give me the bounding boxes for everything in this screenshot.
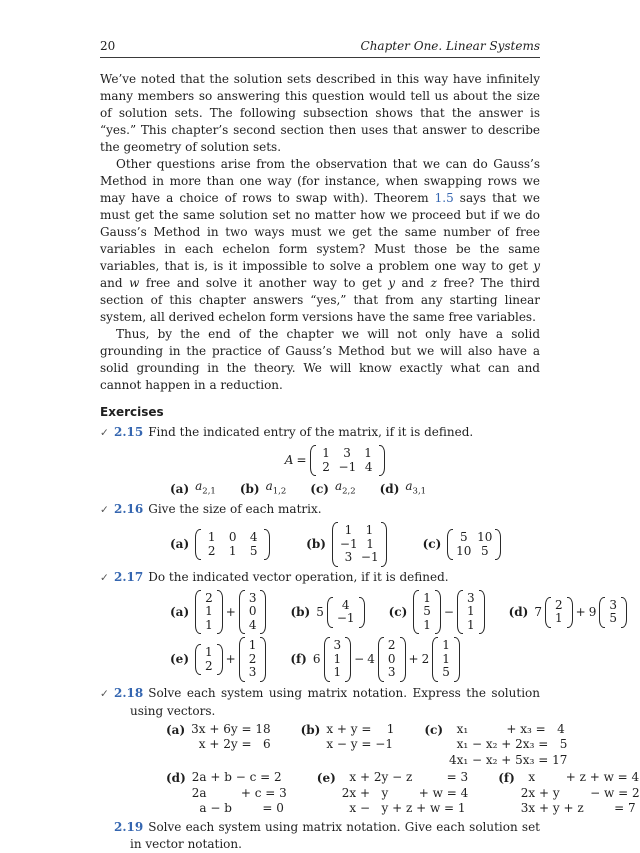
systems-row-1 bbox=[166, 721, 568, 769]
part-label: (c) bbox=[424, 722, 444, 737]
vector-entry: 3 bbox=[466, 590, 475, 605]
equation-system bbox=[521, 770, 640, 817]
matrix-row bbox=[316, 461, 380, 475]
text-segment: w bbox=[129, 276, 140, 290]
vector bbox=[599, 597, 627, 628]
vector-expression bbox=[313, 637, 460, 682]
part-c bbox=[389, 590, 485, 635]
vector bbox=[378, 637, 406, 682]
vector-expression bbox=[195, 637, 266, 682]
part-label: (a) bbox=[170, 604, 190, 619]
matrix-row bbox=[338, 551, 381, 565]
right-paren-icon bbox=[400, 637, 406, 682]
matrix-cell: 1 bbox=[364, 446, 372, 460]
vector-entry: 2 bbox=[205, 658, 213, 673]
matrix-cell: 0 bbox=[228, 530, 237, 545]
vector-entry: 1 bbox=[205, 617, 213, 632]
vector-entry: −1 bbox=[336, 611, 355, 626]
vector-body bbox=[330, 637, 346, 682]
part-c bbox=[424, 722, 567, 769]
exercise-statement: Find the indicated entry of the matrix, if it is defined. bbox=[148, 425, 474, 439]
vector-entry: 5 bbox=[609, 611, 617, 626]
matrix-cell: 1 bbox=[207, 530, 216, 545]
entry-var: a bbox=[334, 479, 343, 493]
right-paren-icon bbox=[435, 590, 441, 635]
operator: + bbox=[408, 652, 419, 667]
part-b bbox=[301, 722, 395, 753]
matrix-row bbox=[338, 538, 381, 552]
equation-line: 3x + y + z = 7 bbox=[520, 801, 636, 816]
part-label: (e) bbox=[316, 771, 336, 786]
vector-body bbox=[245, 590, 261, 635]
page-number: 20 bbox=[100, 39, 116, 53]
vector-entry: 2 bbox=[554, 597, 563, 612]
part-a bbox=[170, 478, 216, 500]
matrix bbox=[447, 529, 501, 560]
vector bbox=[432, 637, 460, 682]
part-label: (c) bbox=[310, 481, 329, 496]
vector bbox=[239, 637, 267, 682]
entry-subscript: 2,2 bbox=[342, 486, 356, 497]
right-paren-icon bbox=[381, 522, 387, 567]
entry-subscript: 3,1 bbox=[412, 486, 427, 497]
vector-entry: 1 bbox=[333, 665, 342, 680]
equation-line: 2x + y − w = 2 bbox=[520, 785, 640, 800]
exercise-2-19 bbox=[100, 819, 540, 853]
part-label: (b) bbox=[300, 722, 321, 737]
equation-line: x − y = −1 bbox=[326, 737, 393, 752]
scalar-coefficient: 7 bbox=[534, 604, 542, 619]
matrix-cell: 1 bbox=[322, 446, 330, 460]
matrix-list bbox=[170, 522, 540, 567]
vector-entry: 1 bbox=[442, 651, 450, 666]
matrix-entry bbox=[195, 478, 216, 500]
right-paren-icon bbox=[379, 445, 385, 476]
vector-body bbox=[419, 590, 435, 635]
display-matrix-A bbox=[130, 445, 540, 476]
part-label: (b) bbox=[290, 604, 311, 619]
equation-system bbox=[326, 722, 394, 753]
exercise-number-link[interactable]: 2.18 bbox=[114, 685, 144, 700]
right-paren-icon bbox=[217, 590, 223, 635]
scalar-coefficient: 4 bbox=[367, 652, 375, 667]
theorem-ref-link[interactable]: 1.5 bbox=[434, 191, 454, 205]
right-paren-icon bbox=[359, 597, 365, 628]
part-label: (a) bbox=[166, 722, 186, 737]
exercises-heading: Exercises bbox=[100, 405, 164, 419]
text-segment: free? The third section of this chapter answers “yes,” that from any starting linear system, all derived echelon form versions have the same free variables. bbox=[100, 276, 540, 324]
vector-entry: 3 bbox=[609, 597, 617, 612]
vector-body bbox=[201, 644, 217, 675]
vector-ops-row-1 bbox=[170, 590, 617, 635]
equation-line: x + 2y − z = 3 bbox=[341, 770, 469, 785]
vector-entry: 2 bbox=[387, 638, 396, 653]
matrix-row bbox=[338, 524, 381, 538]
entry-subscript: 1,2 bbox=[272, 486, 287, 497]
part-label: (e) bbox=[170, 652, 189, 667]
part-d bbox=[380, 478, 426, 500]
part-f bbox=[498, 770, 639, 817]
equation-system bbox=[192, 770, 287, 817]
vector-expression bbox=[534, 597, 627, 628]
matrix-cell: −1 bbox=[338, 459, 357, 474]
matrix-cell: −1 bbox=[339, 536, 358, 551]
vector-body bbox=[605, 597, 621, 628]
vector-entry: 2 bbox=[248, 651, 257, 666]
exercise-number-link[interactable]: 2.17 bbox=[114, 569, 144, 584]
matrix-equation bbox=[285, 445, 385, 476]
vector-entry: 2 bbox=[205, 590, 213, 605]
matrix-cell: 2 bbox=[322, 459, 330, 474]
part-label: (a) bbox=[170, 481, 190, 496]
chapter-title: Chapter One. Linear Systems bbox=[360, 39, 540, 53]
matrix-cell: 3 bbox=[344, 550, 353, 565]
vector-body bbox=[551, 597, 567, 628]
right-paren-icon bbox=[217, 644, 223, 675]
scalar-coefficient: 2 bbox=[421, 652, 430, 667]
matrix-row bbox=[453, 531, 495, 545]
matrix bbox=[310, 445, 386, 476]
scalar-coefficient: 5 bbox=[316, 604, 324, 619]
part-a bbox=[170, 590, 266, 635]
vector-entry: 3 bbox=[248, 590, 257, 605]
entry-var: a bbox=[195, 479, 203, 493]
part-d bbox=[166, 770, 287, 817]
part-label: (d) bbox=[508, 604, 529, 619]
right-paren-icon bbox=[495, 529, 501, 560]
equation-line: 4x₁ − x₂ + 5x₃ = 17 bbox=[449, 752, 568, 767]
vector-entry: 1 bbox=[423, 617, 431, 632]
part-b bbox=[306, 522, 386, 567]
checkmark-icon: ✓ bbox=[100, 571, 109, 584]
part-b bbox=[240, 478, 286, 500]
systems-row-2 bbox=[166, 770, 640, 817]
text-segment: y bbox=[533, 259, 540, 273]
part-e bbox=[170, 637, 266, 682]
vector-entry: 1 bbox=[466, 604, 475, 619]
matrix-cell: −1 bbox=[360, 550, 379, 565]
part-a bbox=[170, 529, 270, 560]
right-paren-icon bbox=[260, 637, 266, 682]
vector-entry: 0 bbox=[387, 651, 396, 666]
equation-line: x + 2y = 6 bbox=[191, 737, 271, 752]
text-segment: Other questions arise from the observation that we can do Gauss’s Method in more than one way (for instance, when swapping rows we may have a choice of rows to swap with). Theorem bbox=[100, 157, 540, 205]
text-segment: free and solve it another way to get bbox=[139, 276, 389, 290]
operator: + bbox=[225, 604, 236, 619]
right-paren-icon bbox=[264, 529, 270, 560]
vector-entry: 1 bbox=[423, 590, 431, 605]
exercise-statement: Solve each system using matrix notation. Give each solution set in vector notation. bbox=[130, 819, 540, 851]
vector-entry: 1 bbox=[333, 651, 342, 666]
vector-body bbox=[333, 597, 359, 628]
matrix-cell: 5 bbox=[249, 543, 258, 558]
equation-system bbox=[191, 722, 270, 753]
matrix-body bbox=[453, 529, 495, 560]
operator: + bbox=[225, 652, 236, 667]
vector-entry: 1 bbox=[205, 604, 213, 619]
exercise-2-16 bbox=[100, 501, 540, 567]
part-label: (d) bbox=[166, 771, 186, 786]
matrix-body bbox=[338, 522, 381, 567]
part-label: (b) bbox=[239, 481, 260, 496]
part-label: (b) bbox=[306, 537, 326, 552]
vector-entry: 3 bbox=[387, 665, 396, 680]
vector-body bbox=[201, 590, 217, 635]
operator: + bbox=[575, 604, 586, 619]
exercise-2-17 bbox=[100, 569, 617, 682]
paragraph-2 bbox=[100, 156, 540, 326]
vector-body bbox=[438, 637, 454, 682]
vector-entry: 5 bbox=[442, 665, 450, 680]
right-paren-icon bbox=[567, 597, 573, 628]
part-label: (c) bbox=[422, 537, 442, 552]
vector bbox=[545, 597, 573, 628]
right-paren-icon bbox=[479, 590, 485, 635]
equation-line: x + y = 1 bbox=[326, 721, 395, 736]
equation-line: 3x + 6y = 18 bbox=[191, 721, 271, 736]
part-label: (f) bbox=[498, 771, 515, 786]
text-segment: and bbox=[100, 276, 130, 290]
text-segment: says that we must get the same solution set no matter how we proceed but if we do Gauss’s Method in two ways must we get the same number of free variables in each echelon form system? Must those be the same variables, that is, is it impossible to solve a problem one way to get bbox=[100, 191, 541, 273]
right-paren-icon bbox=[345, 637, 351, 682]
paragraph-1: We’ve noted that the solution sets described in this way have infinitely many members so answering this question would tell us about the size of solution sets. The following subsection shows that the answer is “yes.” This chapter’s second section then uses that answer to describe the geometry of solution sets. bbox=[100, 72, 540, 154]
matrix-cell: 2 bbox=[207, 543, 216, 558]
vector bbox=[239, 590, 267, 635]
matrix-cell: 10 bbox=[477, 530, 493, 545]
vector-ops-row-2 bbox=[170, 637, 540, 682]
entry-var: a bbox=[405, 479, 413, 493]
matrix-row bbox=[201, 545, 264, 559]
equation-line: 2a + b − c = 2 bbox=[191, 770, 282, 785]
matrix-cell: 1 bbox=[344, 523, 353, 538]
text-segment: and bbox=[394, 276, 431, 290]
page-content bbox=[100, 71, 640, 853]
right-paren-icon bbox=[621, 597, 627, 628]
equation-system bbox=[449, 722, 567, 769]
exercise-2-18 bbox=[100, 685, 640, 817]
equation-line: x₁ − x₂ + 2x₃ = 5 bbox=[449, 737, 568, 752]
vector-entry: 1 bbox=[554, 611, 563, 626]
entry-subscript: 2,1 bbox=[202, 486, 216, 497]
exercise-statement: Give the size of each matrix. bbox=[148, 502, 322, 517]
vector-entry: 1 bbox=[248, 638, 257, 653]
exercise-number-link[interactable]: 2.19 bbox=[114, 819, 144, 834]
exercise-parts bbox=[170, 478, 540, 500]
matrix-cell: 10 bbox=[456, 543, 472, 558]
equation-line: 2a + c = 3 bbox=[191, 785, 287, 800]
matrix-cell: 3 bbox=[343, 446, 351, 460]
text-segment: z bbox=[430, 276, 437, 290]
exercise-statement: Do the indicated vector operation, if it is defined. bbox=[148, 569, 449, 584]
matrix-entry bbox=[405, 478, 426, 500]
matrix-name: A bbox=[284, 453, 294, 467]
scalar-coefficient: 9 bbox=[588, 604, 597, 619]
equation-line: a − b = 0 bbox=[191, 801, 284, 816]
equation-system bbox=[342, 770, 468, 817]
vector-entry: 3 bbox=[248, 665, 257, 680]
vector bbox=[324, 637, 352, 682]
paragraph-3: Thus, by the end of the chapter we will not only have a solid grounding in the practice of Gauss’s Method but we will also have a solid grounding in the theory. We will know exactly what can and cannot happen in a reduction. bbox=[100, 327, 540, 392]
vector-entry: 1 bbox=[205, 645, 213, 660]
entry-var: a bbox=[265, 479, 273, 493]
vector bbox=[195, 590, 223, 635]
equation-line: 2x + y + w = 4 bbox=[341, 785, 469, 800]
operator: − bbox=[443, 604, 454, 619]
right-paren-icon bbox=[454, 637, 460, 682]
matrix-cell: 4 bbox=[249, 530, 258, 545]
equation-line: x + z + w = 4 bbox=[520, 770, 640, 785]
part-f bbox=[290, 637, 460, 682]
part-a bbox=[166, 722, 271, 753]
vector bbox=[195, 644, 223, 675]
exercise-2-15 bbox=[100, 424, 540, 500]
vector-entry: 1 bbox=[442, 638, 450, 653]
exercise-statement: Solve each system using matrix notation. Express the solution using vectors. bbox=[130, 685, 540, 718]
vector-body bbox=[384, 637, 400, 682]
vector-expression bbox=[316, 597, 364, 628]
checkmark-icon: ✓ bbox=[100, 427, 109, 439]
equation-line: x₁ + x₃ = 4 bbox=[449, 721, 565, 736]
part-d bbox=[509, 597, 627, 628]
part-e bbox=[317, 770, 468, 817]
exercise-number-link[interactable]: 2.16 bbox=[114, 502, 144, 517]
part-c bbox=[423, 529, 502, 560]
checkmark-icon: ✓ bbox=[100, 687, 109, 700]
vector bbox=[413, 590, 441, 635]
matrix-cell: 1 bbox=[366, 536, 374, 551]
matrix-cell: 5 bbox=[459, 530, 468, 545]
checkmark-icon: ✓ bbox=[100, 504, 109, 517]
matrix-cell: 1 bbox=[228, 543, 237, 558]
matrix-row bbox=[201, 531, 264, 545]
vector bbox=[457, 590, 485, 635]
vector-entry: 0 bbox=[248, 604, 257, 619]
matrix-entry bbox=[266, 478, 287, 500]
vector-expression bbox=[413, 590, 484, 635]
vector bbox=[327, 597, 365, 628]
matrix-cell: 1 bbox=[365, 523, 374, 538]
equation-line: x − y + z + w = 1 bbox=[341, 801, 466, 816]
matrix-row bbox=[316, 447, 380, 461]
page-header bbox=[100, 38, 540, 58]
text-segment: y bbox=[388, 276, 395, 290]
part-label: (c) bbox=[388, 604, 408, 619]
equals-sign: = bbox=[296, 453, 307, 467]
matrix-entry bbox=[335, 478, 356, 500]
part-b bbox=[290, 597, 364, 628]
matrix-cell: 5 bbox=[480, 543, 489, 558]
right-paren-icon bbox=[260, 590, 266, 635]
part-label: (a) bbox=[170, 537, 190, 552]
matrix bbox=[332, 522, 387, 567]
operator: − bbox=[354, 652, 365, 667]
vector-entry: 3 bbox=[333, 638, 342, 653]
matrix-body bbox=[201, 529, 264, 560]
vector-entry: 5 bbox=[423, 604, 431, 619]
matrix-body bbox=[316, 445, 380, 476]
matrix-row bbox=[453, 545, 495, 559]
exercise-number-link[interactable]: 2.15 bbox=[114, 425, 144, 439]
part-label: (f) bbox=[290, 652, 307, 667]
vector-expression bbox=[195, 590, 266, 635]
scalar-coefficient: 6 bbox=[312, 652, 321, 667]
vector-entry: 1 bbox=[466, 617, 475, 632]
vector-entry: 4 bbox=[341, 597, 350, 612]
vector-body bbox=[463, 590, 479, 635]
part-label: (d) bbox=[379, 481, 400, 496]
matrix-cell: 4 bbox=[364, 459, 373, 474]
part-c bbox=[310, 478, 355, 500]
matrix bbox=[195, 529, 270, 560]
vector-entry: 4 bbox=[248, 617, 257, 632]
vector-body bbox=[245, 637, 261, 682]
